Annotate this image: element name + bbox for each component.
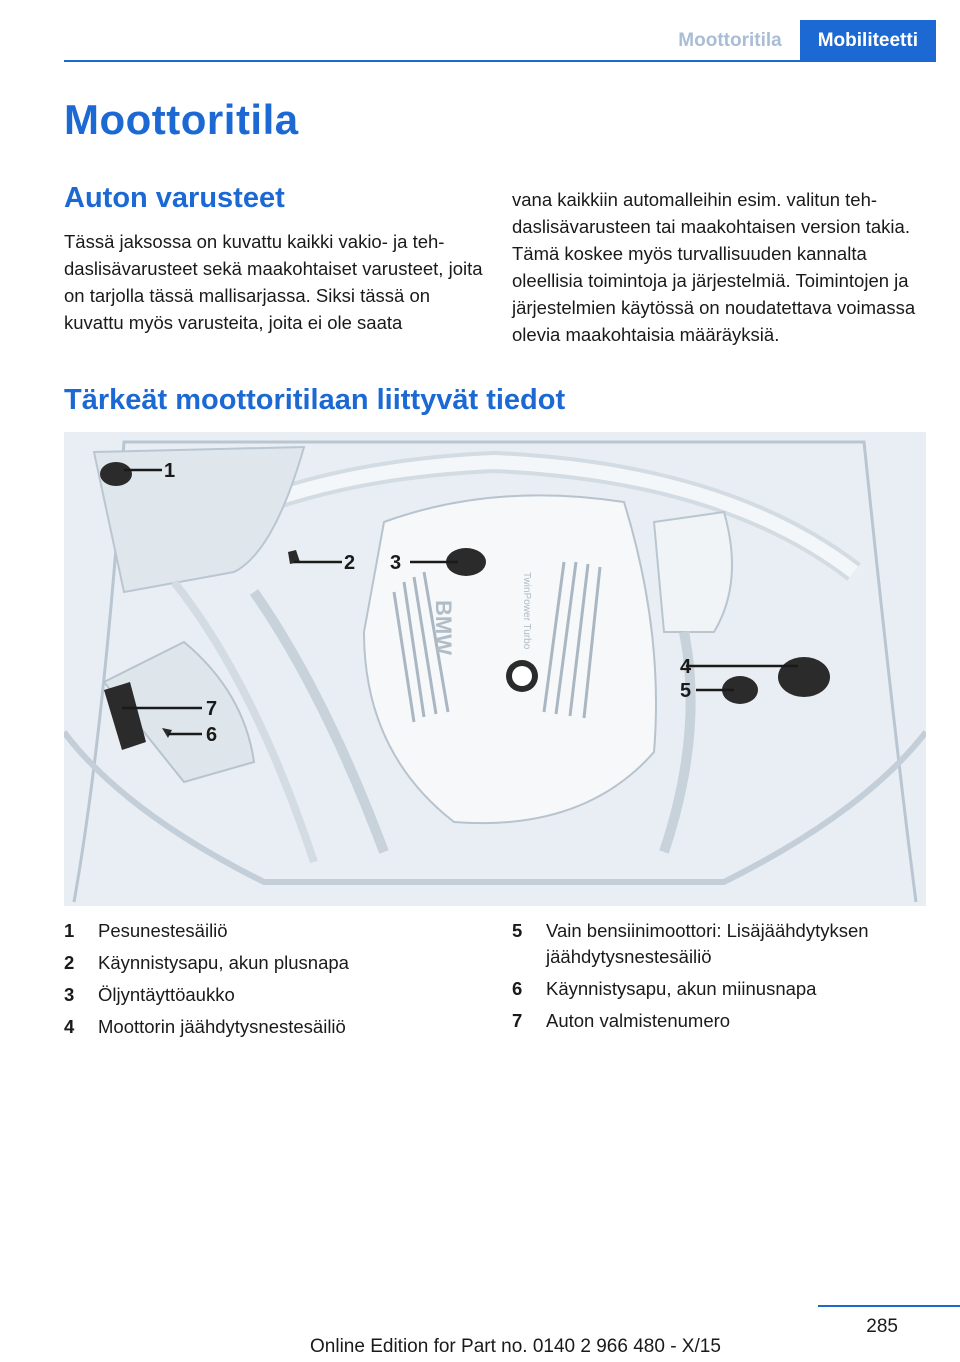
legend-text: Pesunestesäiliö — [98, 920, 228, 941]
tab-mobiliteetti[interactable]: Mobiliteetti — [800, 20, 936, 62]
legend-text: Käynnistysapu, akun plusnapa — [98, 952, 349, 973]
legend-item — [64, 950, 484, 976]
engine-bay-figure — [64, 432, 926, 906]
chapter-title: Moottoritila — [64, 96, 299, 143]
cover-text: TwinPower Turbo — [521, 572, 532, 650]
legend-item — [64, 918, 484, 944]
legend-number: 6 — [512, 978, 523, 999]
legend-text: Öljyntäyttöaukko — [98, 984, 235, 1005]
edition-footer: Online Edition for Part no. 0140 2 966 480 - X/15 — [310, 1336, 721, 1357]
engine-bay-illustration — [64, 432, 926, 906]
callout-6: 6 — [206, 724, 218, 746]
coolant-cap-icon — [778, 657, 830, 697]
intro-paragraph-right: vana kaikkiin automalleihin esim. valitun tehdaslisävarusteen tai maakohtaisen version takia. Tämä koskee myös turvallisuuden kannalta oleellisia toimintoja ja järjestelmiä. Toimintojen ja järjestelmien käytössä on noudatettava voimassa olevia maakohtaisia määräyksiä. — [512, 189, 916, 345]
legend-left — [64, 918, 484, 1046]
legend-right — [512, 918, 932, 1040]
legend-number: 3 — [64, 984, 75, 1005]
callout-3: 3 — [390, 552, 402, 574]
callout-7: 7 — [206, 698, 218, 720]
header-tabs — [660, 20, 936, 62]
callout-5: 5 — [680, 680, 692, 702]
legend-text: Käynnistysapu, akun miinusnapa — [546, 978, 817, 999]
washer-cap-icon — [100, 462, 132, 486]
footer-rule — [818, 1305, 960, 1307]
legend-number: 5 — [512, 920, 523, 941]
legend-item — [64, 1014, 484, 1040]
legend-text: Moottorin jäähdytysnestesäiliö — [98, 1016, 346, 1037]
callout-4: 4 — [680, 656, 692, 678]
subsection-title: Tärkeät moottoritilaan liittyvät tiedot — [64, 384, 566, 416]
legend-number: 2 — [64, 952, 75, 973]
legend-number: 4 — [64, 1016, 75, 1037]
intro-paragraph-left: Tässä jaksossa on kuvattu kaikki vakio- ja tehdaslisävarusteet sekä maakohtaiset varusteet, joita on tarjolla tässä mallisarjassa. Siksi tässä on kuvattu myös varusteita, joita ei ole saata — [64, 231, 483, 333]
legend-item — [64, 982, 484, 1008]
legend-text: Vain bensiinimoottori: Lisäjäähdytyksen jäähdytysnestesäiliö — [546, 920, 869, 967]
legend-text: Auton valmistenumero — [546, 1010, 731, 1031]
cover-logo-text: BMW — [431, 600, 456, 655]
page-number: 285 — [866, 1316, 898, 1337]
callout-2: 2 — [344, 552, 356, 574]
legend-number: 7 — [512, 1010, 523, 1031]
tab-moottoritila[interactable]: Moottoritila — [660, 20, 799, 62]
legend-item — [512, 1008, 932, 1034]
legend-item — [512, 918, 932, 970]
callout-1: 1 — [164, 460, 176, 482]
section-title: Auton varusteet — [64, 182, 285, 214]
legend-item — [512, 976, 932, 1002]
legend-number: 1 — [64, 920, 75, 941]
header-rule — [64, 60, 936, 62]
